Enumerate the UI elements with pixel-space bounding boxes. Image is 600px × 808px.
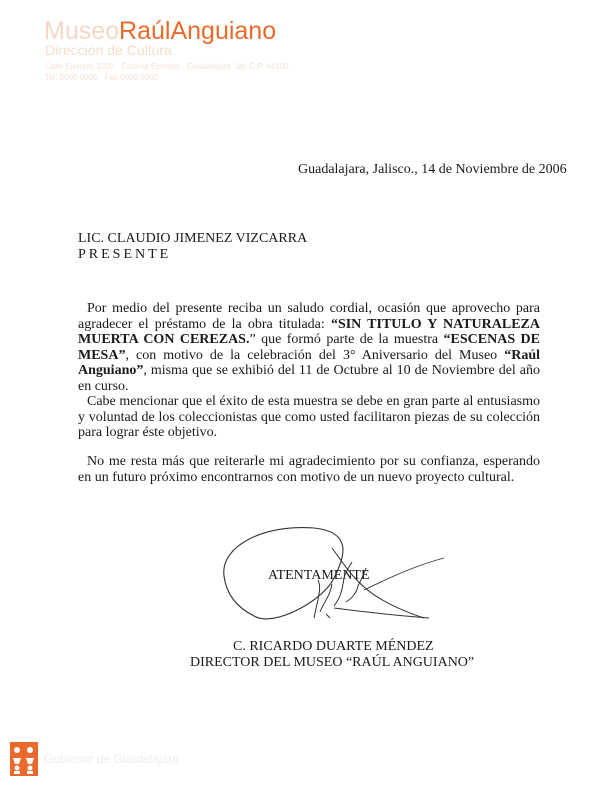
footer-text: Gobierno de Guadalajara (44, 752, 179, 766)
exhibition-title: “ESCENAS DE MESA” (78, 332, 540, 363)
signer-title: DIRECTOR DEL MUSEO “RAÚL ANGUIANO” (190, 655, 475, 670)
signer-name: C. RICARDO DUARTE MÉNDEZ (233, 639, 434, 654)
paragraph-1: Por medio del presente reciba un saludo cordial, ocasión que aprovecho para agradecer el préstamo de la obra titulada: “SIN TITULO Y NATURALEZA MUERTA CON CEREZAS.” que formó parte de la muestra “ESCENAS DE MESA”, con motivo de la celebración del 3° Aniversario del Museo “Raúl Anguiano”, misma que se exhibió del 11 de Octubre al 10 de Noviembre del año en curso. (78, 301, 540, 394)
government-logo-icon (10, 742, 38, 776)
closing-atentamente: ATENTAMENTE (268, 568, 370, 583)
museum-name: “Raúl Anguiano” (78, 347, 540, 378)
logo-name: RaúlAnguiano (119, 17, 277, 45)
paragraph-2: Cabe mencionar que el éxito de esta muestra se debe en gran parte al entusiasmo y voluntad de los coleccionistas que como usted facilitaron piezas de su colección para lograr éste objetivo. (78, 394, 540, 440)
letterhead-phone: Tel. 0000 0000 · Fax 0000 0000 (45, 73, 158, 82)
presente-line: PRESENTE (78, 247, 172, 262)
letterhead-subhead: Dirección de Cultura (45, 42, 172, 58)
museum-logo (44, 17, 276, 45)
letterhead-address: Calle Ejemplo 2200 · Colonia Ejemplo · Guadalajara, Jal. C.P. 44100 (45, 62, 289, 71)
signature-stroke-3 (334, 608, 429, 618)
logo-museo: Museo (44, 17, 120, 45)
signature-stroke-2 (364, 558, 444, 590)
artwork-title: “SIN TITULO Y NATURALEZA MUERTA CON CEREZAS. (78, 316, 540, 347)
letter-date: Guadalajara, Jalisco., 14 de Noviembre de 2006 (298, 162, 567, 177)
paragraph-3: No me resta más que reiterarle mi agradecimiento por su confianza, esperando en un futuro próximo encontrarnos con motivo de un nuevo proyecto cultural. (78, 454, 540, 485)
recipient-name: LIC. CLAUDIO JIMENEZ VIZCARRA (78, 231, 308, 246)
